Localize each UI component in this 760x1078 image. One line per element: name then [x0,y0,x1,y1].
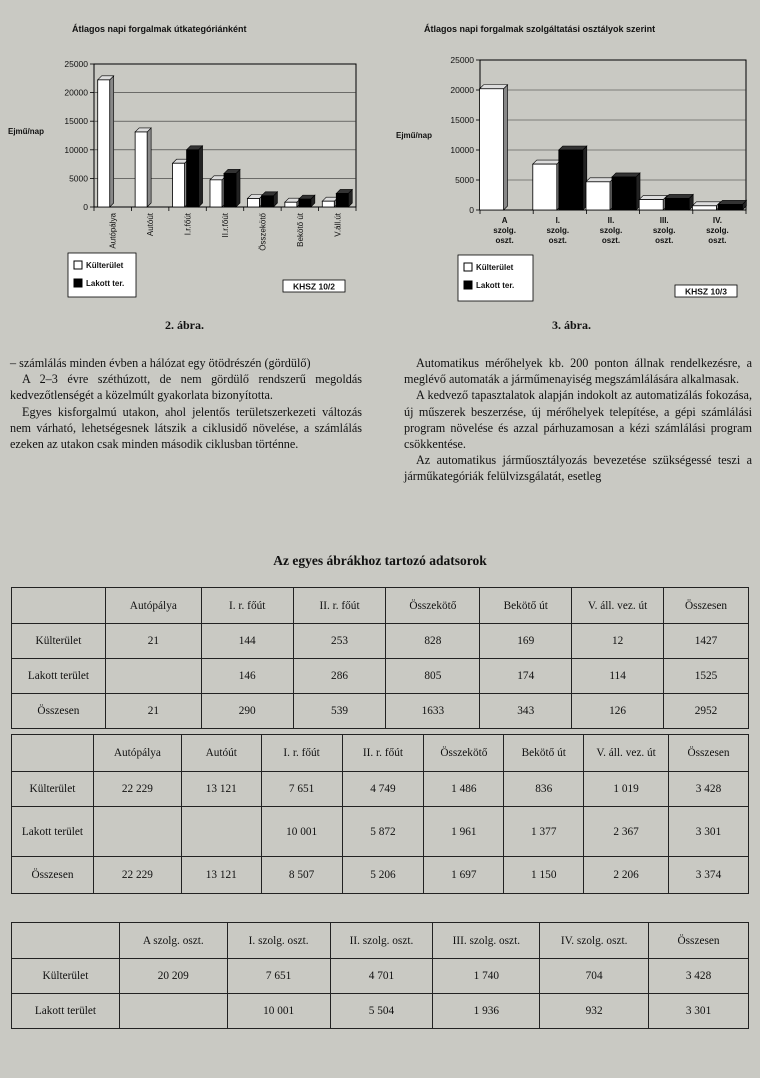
table-row [12,959,749,994]
x-tick-label: oszt. [601,236,621,245]
table-header-cell: Összesen [664,588,749,624]
y-tick-label: 25000 [64,59,88,69]
table-row [12,772,749,807]
table-cell: 1 740 [433,959,540,994]
data-table-3 [11,922,749,1029]
bar-kulterulet [480,89,504,210]
table-header-cell: Összesen [649,923,749,959]
paragraph: – számlálás minden évben a hálózat egy ötödrészén (gördülő) [10,356,311,370]
table-cell: 704 [540,959,649,994]
table-header-row [12,923,749,959]
table-cell: 343 [480,694,572,729]
table-cell: 126 [572,694,664,729]
table-row [12,857,749,894]
table-row-label: Külterület [12,959,120,994]
bar-lakott-side [236,169,240,207]
table-cell: 2 367 [584,807,669,857]
legend-label: Külterület [476,263,514,272]
table-cell: 253 [293,624,386,659]
bar-kulterulet [210,180,222,207]
y-tick-label: 0 [469,205,474,215]
table-cell [93,807,181,857]
table-cell: 286 [293,659,386,694]
bar-kulterulet-top [692,202,720,206]
y-tick-label: 20000 [64,87,88,98]
table-cell: 114 [572,659,664,694]
table-cell: 13 121 [181,857,261,894]
paragraph: Az automatikus járműosztályozás bevezetése szükségessé teszi a járműkategóriák felülvizsgálatát, esetleg [404,453,752,484]
y-tick-label: 10000 [64,144,88,155]
bar-kulterulet [692,206,716,210]
y-tick-label: 25000 [450,55,474,65]
table-header-cell: V. áll. vez. út [572,588,664,624]
x-tick-label: oszt. [495,236,514,245]
x-tick-label: szolg. [652,226,676,235]
x-tick-label: oszt. [548,236,567,245]
table-header-cell: IV. szolg. oszt. [540,923,649,959]
x-tick-label: szolg. [493,226,516,235]
table-header-cell: II. r. főút [342,735,424,772]
table-cell: 5 504 [330,994,433,1029]
table-cell: 21 [105,624,201,659]
x-tick-label: oszt. [655,236,674,245]
figure2-title: Átlagos napi forgalmak útkategóriánként [72,24,247,34]
bar-kulterulet-top [480,85,508,89]
table-cell: 1 377 [504,807,584,857]
bar-lakott-side [199,146,203,207]
bar-lakott-top [718,200,746,204]
table-header-cell: Autópálya [105,588,201,624]
left-column-text [10,355,362,452]
table-row [12,694,749,729]
table-cell: 146 [201,659,293,694]
table-cell: 1 936 [433,994,540,1029]
bar-lakott [187,150,199,207]
table-cell: 12 [572,624,664,659]
table-cell: 174 [480,659,572,694]
table-header-cell: Összekötő [424,735,504,772]
figure3-caption: 3. ábra. [552,318,591,332]
table-row-label: Külterület [12,624,106,659]
tables-title: Az egyes ábrákhoz tartozó adatsorok [273,553,487,568]
bar-lakott [299,199,311,207]
table-cell: 539 [293,694,386,729]
table-cell: 5 872 [342,807,424,857]
x-tick-label: Összekötő [258,213,268,251]
stamp-label: KHSZ 10/3 [684,286,728,297]
bar-kulterulet [322,201,334,207]
table-cell: 21 [105,694,201,729]
paragraph: Automatikus mérőhelyek kb. 200 ponton állnak rendelkezésre, a meglévő automaták a járműmenayiség megszámlálására alkalmasak. [404,356,752,387]
table-header-cell: I. r. főút [261,735,342,772]
table-header-cell: I. szolg. oszt. [227,923,330,959]
table-cell [105,659,201,694]
bar-kulterulet [98,80,110,207]
table-header-cell: Bekötő út [504,735,584,772]
table-header-cell [12,588,106,624]
table-cell: 1 697 [424,857,504,894]
x-tick-label: III. [659,216,669,225]
table-cell: 1427 [664,624,749,659]
x-tick-label: I. [555,216,561,225]
legend-swatch-kulterulet [74,261,82,269]
table-cell: 1 150 [504,857,584,894]
bar-kulterulet [285,202,297,207]
table-cell: 2 206 [584,857,669,894]
table-cell: 10 001 [227,994,330,1029]
y-tick-label: 5000 [69,173,88,184]
x-tick-label: I.r.főút [183,213,193,236]
data-table-1 [11,587,749,729]
legend-swatch-kulterulet [464,263,472,271]
x-tick-label: Autópálya [108,213,118,249]
table-row [12,659,749,694]
bar-kulterulet [586,182,610,210]
bar-lakott [336,193,348,207]
table-cell: 3 428 [669,772,749,807]
table-header-cell: I. r. főút [201,588,293,624]
table-cell: 290 [201,694,293,729]
x-tick-label: szolg. [706,226,729,235]
bar-kulterulet-side [147,128,151,207]
table-header-row [12,588,749,624]
bar-kulterulet [135,132,147,207]
table-cell: 20 209 [119,959,227,994]
bar-kulterulet [639,200,663,210]
bar-lakott [612,177,636,210]
paragraph: A kedvező tapasztalatok alapján indokolt az automatizálás fokozása, új műszerek beszerzése, új mérőhelyek telepítése, a gépi számlálási program növelése és azzal párhuzamosan a kézi számlálási program csökkentése. [404,388,752,452]
y-tick-label: 0 [83,202,88,212]
x-tick-label: II. [607,216,615,225]
bar-lakott-top [665,194,693,198]
x-tick-label: szolg. [599,226,623,235]
legend-box [68,253,136,297]
table-row-label: Összesen [12,694,106,729]
paragraph: Egyes kisforgalmú utakon, ahol jelentős területszerkezeti változás nem várható, lehetségesnek látszik a ciklusidő növelése, a számlálás ezeken az utakon csak minden második ciklusban történne. [10,404,362,452]
bar-kulterulet-side [110,76,114,207]
table-row-label: Lakott terület [12,659,106,694]
table-cell: 13 121 [181,772,261,807]
table-header-cell: II. r. főút [293,588,386,624]
x-tick-label: V.áll.út [333,213,343,237]
table-header-cell: II. szolg. oszt. [330,923,433,959]
legend-label: Külterület [86,261,124,270]
y-tick-label: 15000 [450,115,474,125]
legend-swatch-lakott [74,279,82,287]
stamp-label: KHSZ 10/2 [292,281,336,292]
table-cell: 1 961 [424,807,504,857]
table-cell: 3 428 [649,959,749,994]
table-cell: 5 206 [342,857,424,894]
table-cell [119,994,227,1029]
x-tick-label: Bekötő út [295,213,305,247]
legend-label: Lakott ter. [476,281,515,290]
table-header-row [12,735,749,772]
table-cell: 1 019 [584,772,669,807]
legend-swatch-lakott [464,281,472,289]
bar-kulterulet [533,164,557,210]
table-header-cell: A szolg. oszt. [119,923,227,959]
table-header-cell: Összekötő [386,588,480,624]
table-cell: 805 [386,659,480,694]
figure3-title: Átlagos napi forgalmak szolgáltatási osztályok szerint [424,24,656,34]
table-cell: 10 001 [261,807,342,857]
table-cell: 4 701 [330,959,433,994]
x-tick-label: szolg. [546,226,570,235]
table-cell: 1 486 [424,772,504,807]
table-cell: 836 [504,772,584,807]
table-cell: 828 [386,624,480,659]
table-header-cell: Autóút [181,735,261,772]
bar-lakott [559,150,583,210]
bar-lakott [718,204,742,210]
y-tick-label: 5000 [455,175,474,185]
data-table-2 [11,734,749,894]
table-cell: 3 301 [649,994,749,1029]
y-axis-label: Ejmű/nap [8,127,45,136]
table-cell: 169 [480,624,572,659]
bar-lakott-top [559,146,587,150]
table-cell: 932 [540,994,649,1029]
figure3-chart [380,40,760,310]
bar-lakott [261,196,273,207]
bar-kulterulet-top [639,196,667,200]
x-tick-label: IV. [712,216,722,225]
bar-kulterulet [173,163,185,207]
table-header-cell [12,735,94,772]
table-cell: 1633 [386,694,480,729]
table-cell [181,807,261,857]
table-row [12,994,749,1029]
table-header-cell [12,923,120,959]
bar-kulterulet [247,199,259,207]
table-header-cell: Bekötő út [480,588,572,624]
bar-kulterulet-side [504,85,508,210]
table-row [12,624,749,659]
legend-box [458,255,533,301]
bar-lakott [665,198,689,210]
table-row-label: Összesen [12,857,94,894]
bar-kulterulet-top [533,160,561,164]
y-tick-label: 20000 [450,85,474,95]
table-cell: 22 229 [93,772,181,807]
table-header-cell: V. áll. vez. út [584,735,669,772]
table-cell: 3 374 [669,857,749,894]
bar-kulterulet-top [586,178,614,182]
table-row-label: Lakott terület [12,807,94,857]
table-cell: 3 301 [669,807,749,857]
table-row-label: Lakott terület [12,994,120,1029]
table-cell: 1525 [664,659,749,694]
figure2-chart [0,40,375,310]
table-header-cell: III. szolg. oszt. [433,923,540,959]
table-cell: 7 651 [227,959,330,994]
x-tick-label: Autóút [146,213,156,237]
right-column-text [404,355,752,485]
table-header-cell: Autópálya [93,735,181,772]
table-cell: 2952 [664,694,749,729]
table-row-label: Külterület [12,772,94,807]
bar-lakott-top [612,173,640,177]
table-cell: 144 [201,624,293,659]
x-tick-label: oszt. [708,236,727,245]
table-cell: 22 229 [93,857,181,894]
table-cell: 8 507 [261,857,342,894]
y-tick-label: 15000 [64,116,88,127]
x-tick-label: A [501,216,508,225]
legend-label: Lakott ter. [86,279,125,288]
bar-lakott [224,173,236,207]
y-axis-label: Ejmű/nap [396,131,433,140]
figure2-caption: 2. ábra. [165,318,204,332]
paragraph: A 2–3 évre széthúzott, de nem gördülő rendszerű megoldás kedvezőtlenségét a közelmúlt gyakorlata bizonyította. [10,372,362,403]
table-cell: 4 749 [342,772,424,807]
table-cell: 7 651 [261,772,342,807]
table-header-cell: Összesen [669,735,749,772]
y-tick-label: 10000 [450,145,474,155]
table-row [12,807,749,857]
x-tick-label: II.r.főút [221,213,230,238]
